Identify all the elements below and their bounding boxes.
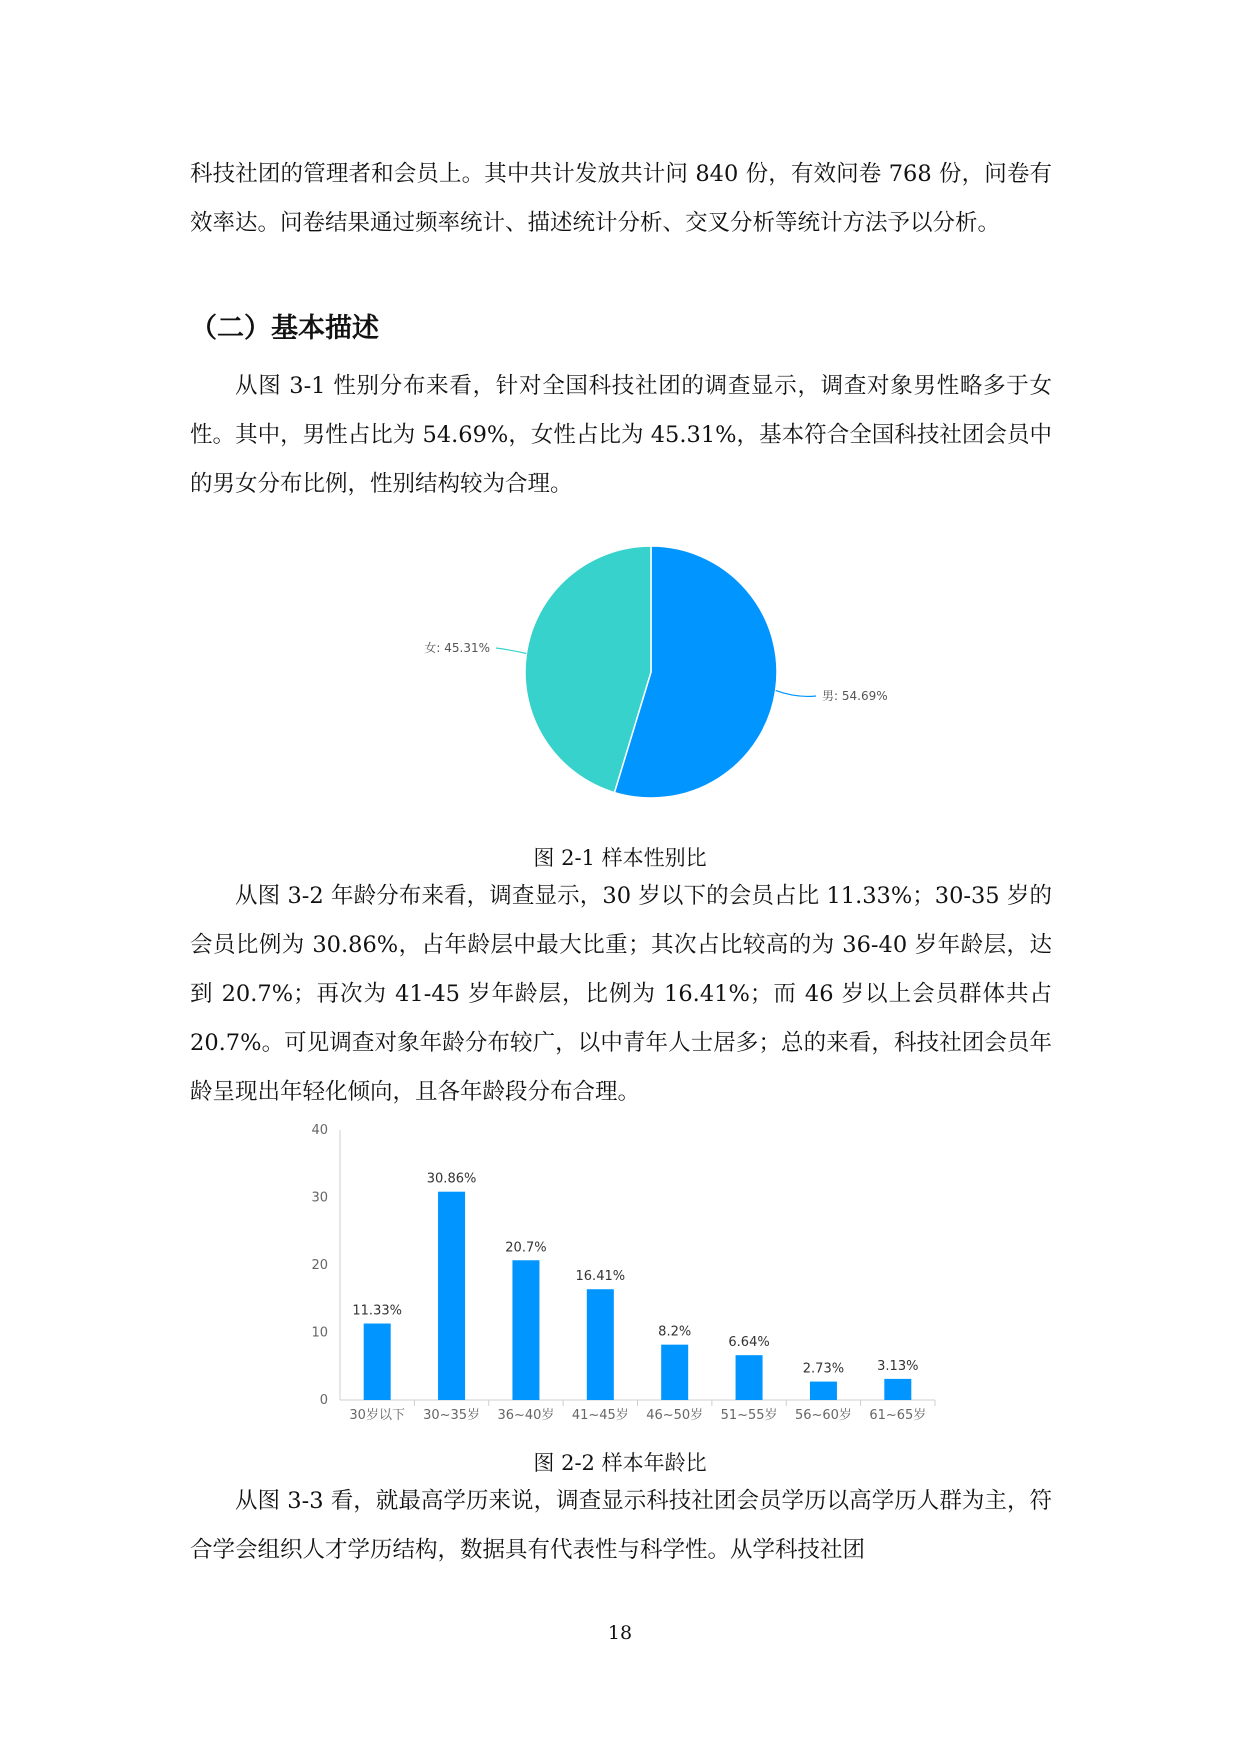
pie-leader-line [776,690,816,696]
y-tick-label: 0 [319,1393,328,1408]
x-tick-label: 51~55岁 [720,1408,778,1423]
bar-data-label: 30.86% [426,1171,477,1187]
paragraph-education: 从图 3-3 看，就最高学历来说，调查显示科技社团会员学历以高学历人群为主，符合学会组织人才学历结构，数据具有代表性与科学性。从学科技社团 [190,1488,1052,1563]
bar-data-label: 2.73% [802,1361,845,1377]
y-tick-label: 20 [311,1258,328,1273]
y-tick-label: 10 [311,1325,328,1341]
bar-data-label: 3.13% [877,1358,919,1374]
bar-data-label: 8.2% [658,1324,692,1340]
pie-slice-label: 女: 45.31% [424,641,490,655]
bar-data-label: 20.7% [505,1240,547,1256]
paragraph-age: 从图 3-2 年龄分布来看，调查显示，30 岁以下的会员占比 11.33%；30-35 岁的会员比例为 30.86%，占年龄层中最大比重；其次占比较高的为 36-40 岁年龄层，达到 20.7%；再次为 41-45 岁年龄层，比例为 16.41%；而 46 岁以上会员群体共占 20.7%。可见调查对象年龄分布较广，以中青年人士居多；总的来看，科技社团会员年龄呈现出年轻化倾向，且各年龄段分布合理。 [190,883,1052,1105]
bar-data-label: 6.64% [728,1335,770,1351]
x-tick-label: 41~45岁 [571,1408,629,1423]
bar-data-label: 11.33% [352,1303,402,1319]
x-tick-label: 46~50岁 [646,1408,704,1423]
pie-slice-label: 男: 54.69% [822,689,888,703]
pie-leader-line [496,648,526,654]
page-number: 18 [607,1622,633,1644]
x-tick-label: 30岁以下 [349,1408,405,1423]
figure-caption-gender: 图 2-1 样本性别比 [533,846,707,870]
x-tick-label: 36~40岁 [497,1408,555,1423]
x-tick-label: 56~60岁 [794,1408,852,1423]
paragraph-gender: 从图 3-1 性别分布来看，针对全国科技社团的调查显示，调查对象男性略多于女性。其中，男性占比为 54.69%，女性占比为 45.31%，基本符合全国科技社团会员中的男女分布比例，性别结构较为合理。 [190,373,1052,497]
y-tick-label: 40 [311,1123,328,1138]
paragraph-intro: 科技社团的管理者和会员上。其中共计发放共计问 840 份，有效问卷 768 份，问卷有效率达。问卷结果通过频率统计、描述统计分析、交叉分析等统计方法予以分析。 [190,161,1052,236]
y-tick-label: 30 [311,1190,328,1206]
figure-caption-age: 图 2-2 样本年龄比 [533,1451,707,1475]
section-heading: （二）基本描述 [190,313,379,344]
x-tick-label: 30~35岁 [423,1408,481,1423]
x-tick-label: 61~65岁 [869,1408,927,1423]
bar-data-label: 16.41% [575,1269,626,1285]
